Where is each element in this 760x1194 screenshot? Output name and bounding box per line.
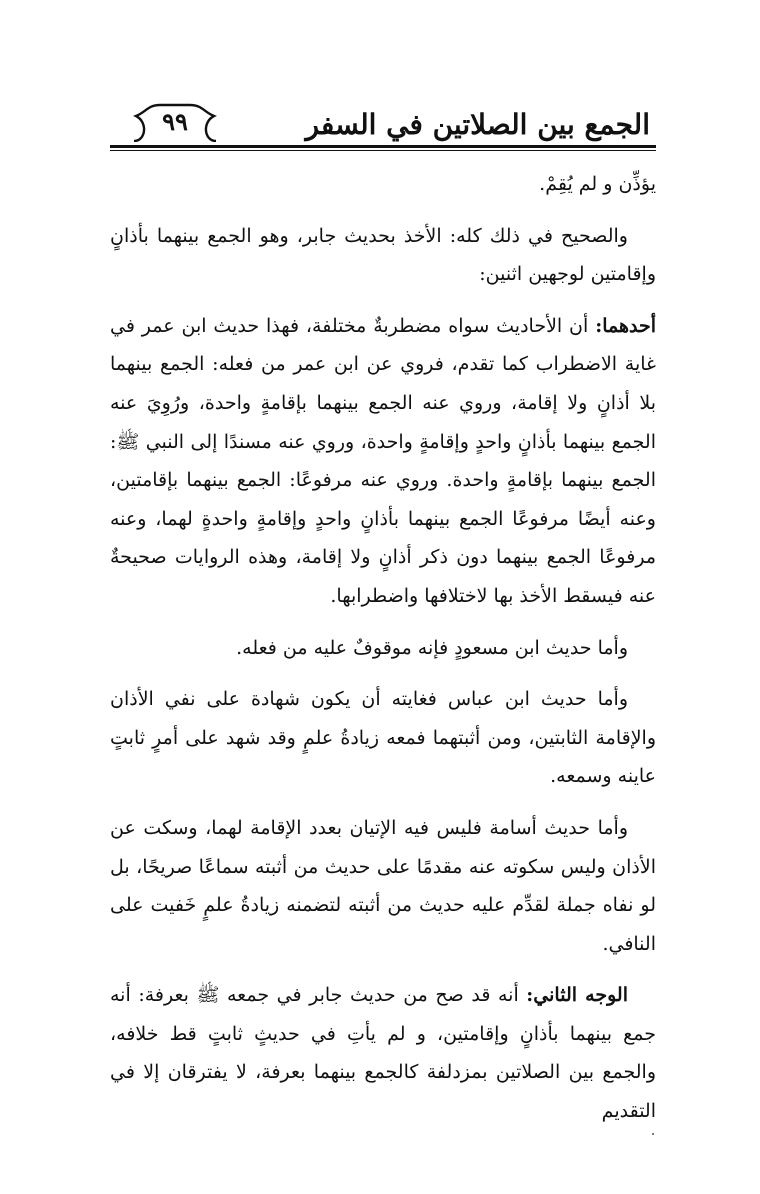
- paragraph-lead: أحدهما:: [595, 314, 656, 337]
- page-body: [110, 165, 656, 1144]
- header-rule-thick: [110, 145, 656, 148]
- page-number: ٩٩: [162, 107, 188, 136]
- book-title: الجمع بين الصلاتين في السفر: [305, 108, 650, 141]
- paragraph-lead: الوجه الثاني:: [526, 984, 628, 1007]
- paragraph: وأما حديث أسامة فليس فيه الإتيان بعدد الإقامة لهما، وسكت عن الأذان وليس سكوته عنه مقدمًا على حديث من أثبته سماعًا صريحًا، بل لو نفاه جملة لقدِّم عليه حديث من أثبته لتضمنه زيادةُ علمٍ خَفيت على النافي.: [110, 816, 656, 955]
- paragraph: الوجه الثاني: أنه قد صح من حديث جابر في جمعه ﷺ بعرفة: أنه جمع بينهما بأذانٍ وإقامتين، و لم يأتِ في حديثٍ ثابتٍ قط خلافه، والجمع بين الصلاتين بمزدلفة كالجمع بينهما بعرفة، لا يفترقان إلا في التقديم: [110, 984, 656, 1123]
- page-number-badge: [130, 102, 220, 142]
- running-header: [110, 103, 656, 151]
- header-rule-thin: [110, 150, 656, 151]
- paragraph: وأما حديث ابن عباس فغايته أن يكون شهادة على نفي الأذان والإقامة الثابتين، ومن أثبتهما فمعه زيادةُ علمٍ وقد شهد على أمرٍ ثابتٍ عاينه وسمعه.: [110, 688, 656, 788]
- paragraph: أحدهما: أن الأحاديث سواه مضطربةٌ مختلفة، فهذا حديث ابن عمر في غاية الاضطراب كما تقدم، فروي عن ابن عمر من فعله: الجمع بينهما بلا أذانٍ ولا إقامة، وروي عنه الجمع بينهما بإقامةٍ واحدة، ورُوِيَ عنه الجمع بينهما بأذانٍ واحدٍ وإقامةٍ واحدة، وروي عنه مسندًا إلى النبي ﷺ: الجمع بينهما بإقامةٍ واحدة. وروي عنه مرفوعًا: الجمع بينهما بإقامتين، وعنه أيضًا مرفوعًا الجمع بينهما بأذانٍ واحدٍ وإقامةٍ واحدةٍ لهما، وعنه مرفوعًا الجمع بينهما دون ذكر أذانٍ ولا إقامة، وهذه الروايات صحيحةٌ عنه فيسقط الأخذ بها لاختلافها واضطرابها.: [110, 314, 656, 607]
- paragraph: وأما حديث ابن مسعودٍ فإنه موقوفٌ عليه من فعله.: [236, 636, 628, 659]
- scan-dot: [652, 1133, 654, 1135]
- paragraph: والصحيح في ذلك كله: الأخذ بحديث جابر، وهو الجمع بينهما بأذانٍ وإقامتين لوجهين اثنين:: [110, 224, 656, 286]
- paragraph: يؤذِّن و لم يُقِمْ.: [539, 173, 656, 195]
